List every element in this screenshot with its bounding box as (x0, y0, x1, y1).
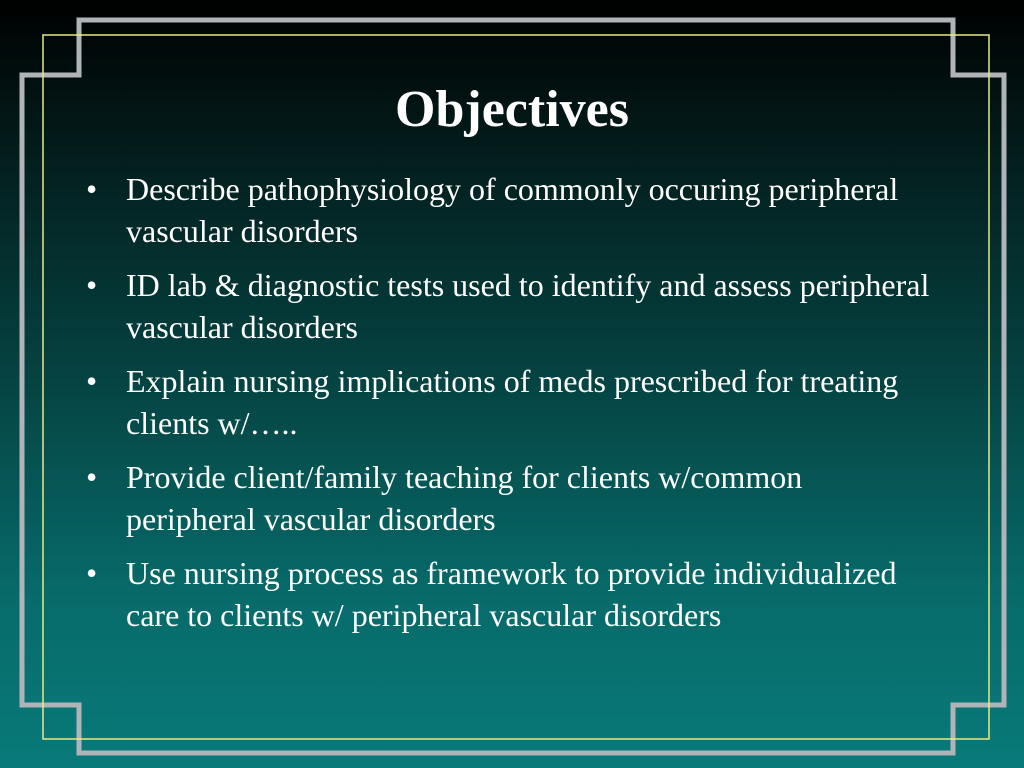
list-item-text: Use nursing process as framework to provide individualized care to clients w/ peripheral vascular disorders (126, 555, 897, 633)
bullet-marker: • (86, 171, 98, 207)
list-item (86, 456, 936, 540)
list-item-text: Describe pathophysiology of commonly occuring peripheral vascular disorders (126, 171, 899, 249)
list-item (86, 264, 936, 348)
bullet-marker: • (86, 267, 98, 303)
slide-title: Objectives (395, 81, 629, 138)
list-item (86, 360, 936, 444)
list-item-text: Explain nursing implications of meds prescribed for treating clients w/….. (126, 363, 899, 441)
objectives-list (86, 168, 936, 648)
list-item (86, 168, 936, 252)
bullet-marker: • (86, 363, 98, 399)
list-item-text: Provide client/family teaching for clients w/common peripheral vascular disorders (126, 459, 803, 537)
bullet-marker: • (86, 555, 98, 591)
list-item (86, 552, 936, 636)
bullet-marker: • (86, 459, 98, 495)
list-item-text: ID lab & diagnostic tests used to identify and assess peripheral vascular disorders (126, 267, 930, 345)
